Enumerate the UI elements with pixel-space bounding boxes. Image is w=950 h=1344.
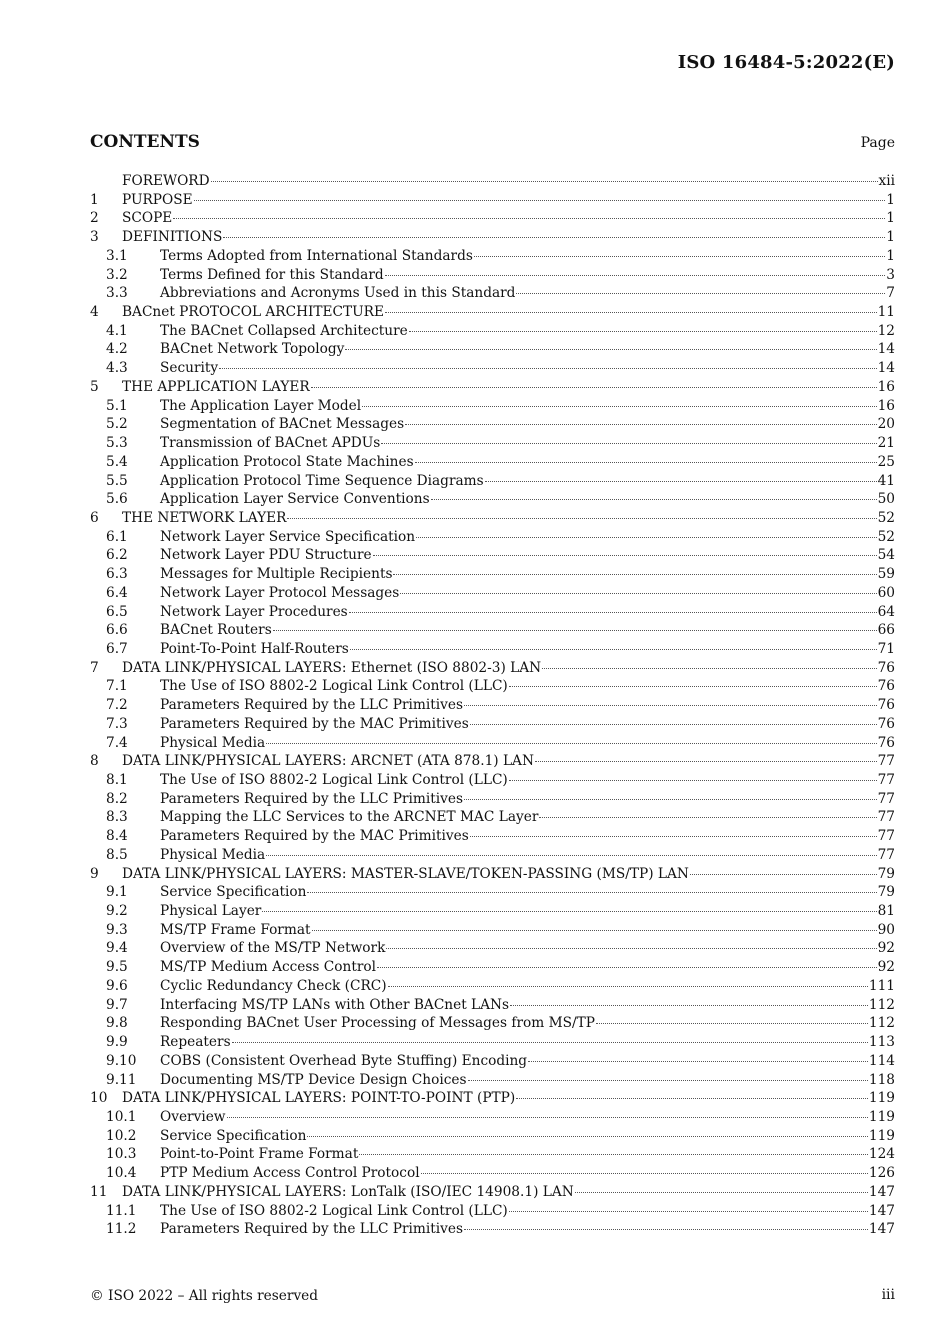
toc-dot-leader [516,292,885,294]
toc-entry[interactable] [90,621,895,640]
toc-entry[interactable] [90,397,895,416]
toc-entry[interactable] [90,1071,895,1090]
toc-entry[interactable] [90,340,895,359]
toc-entry[interactable] [90,284,895,303]
toc-entry-page: 59 [877,566,895,583]
toc-entry-title: Segmentation of BACnet Messages [160,416,405,433]
toc-entry-title: Overview of the MS/TP Network [160,940,386,957]
toc-entry[interactable] [90,359,895,378]
toc-entry-number: 6 [90,509,99,526]
toc-entry-title: Parameters Required by the MAC Primitives [160,715,469,732]
toc-dot-leader [194,199,886,201]
toc-dot-leader [307,891,876,893]
toc-entry-title: Application Protocol State Machines [160,453,414,470]
toc-entry[interactable] [90,584,895,603]
toc-entry[interactable] [90,771,895,790]
toc-entry-page: xii [878,173,895,189]
toc-entry-page: 81 [877,903,895,920]
toc-dot-leader [349,611,877,613]
toc-entry[interactable] [90,509,895,528]
toc-dot-leader [223,236,885,238]
toc-entry-title: Messages for Multiple Recipients [160,566,393,583]
toc-entry-title: DATA LINK/PHYSICAL LAYERS: POINT-TO-POINT (PTP) [122,1090,516,1107]
toc-entry-title: Application Layer Service Conventions [160,491,430,508]
toc-entry[interactable] [90,1127,895,1146]
toc-entry-title: DATA LINK/PHYSICAL LAYERS: Ethernet (ISO 8802-3) LAN [122,659,542,676]
toc-entry-title: DATA LINK/PHYSICAL LAYERS: LonTalk (ISO/IEC 14908.1) LAN [122,1183,574,1200]
toc-entry-page: 76 [877,715,895,732]
toc-dot-leader [266,854,876,856]
toc-dot-leader [509,685,877,687]
toc-entry-title: The Application Layer Model [160,397,362,414]
toc-entry[interactable] [90,865,895,884]
toc-entry-number: 2 [90,210,99,227]
toc-entry[interactable] [90,1108,895,1127]
toc-entry-page: 113 [868,1034,895,1051]
toc-entry-page: 3 [886,266,895,283]
toc-entry-number: 7.3 [106,715,128,732]
toc-entry-title: Network Layer Protocol Messages [160,584,400,601]
toc-entry[interactable] [90,453,895,472]
toc-entry-title: Network Layer Procedures [160,603,348,620]
toc-entry-page: 119 [868,1127,895,1144]
toc-entry-number: 10.2 [106,1127,137,1144]
toc-entry-page: 1 [886,210,895,227]
toc-entry-page: 41 [877,472,895,489]
footer-copyright: © ISO 2022 – All rights reserved [90,1288,319,1304]
toc-dot-leader [312,929,877,931]
toc-entry-number: 9.8 [106,1015,128,1032]
toc-entry-title: Terms Adopted from International Standards [160,247,473,264]
toc-entry[interactable] [90,603,895,622]
toc-entry-title: The Use of ISO 8802-2 Logical Link Control (LLC) [160,1202,508,1219]
toc-entry-number: 11 [90,1183,108,1200]
toc-entry-title: Physical Media [160,846,266,863]
toc-entry-page: 77 [877,809,895,826]
toc-dot-leader [431,498,877,500]
toc-entry[interactable] [90,565,895,584]
toc-entry-page: 126 [868,1165,895,1182]
toc-entry-number: 10.4 [106,1165,137,1182]
toc-entry[interactable] [90,659,895,678]
toc-dot-leader [307,1135,867,1137]
toc-entry-title: Repeaters [160,1034,231,1051]
toc-entry-page: 92 [877,959,895,976]
toc-dot-leader [464,798,877,800]
toc-entry-page: 76 [877,678,895,695]
toc-entry-page: 54 [877,547,895,564]
toc-entry-title: MS/TP Frame Format [160,921,311,938]
toc-dot-leader [173,217,885,219]
toc-entry-title: BACnet Routers [160,622,272,639]
toc-entry-title: SCOPE [122,210,173,227]
toc-dot-leader [542,667,876,669]
toc-entry-page: 76 [877,697,895,714]
toc-entry-title: Point-To-Point Half-Routers [160,640,349,657]
toc-entry-number: 7.2 [106,697,128,714]
toc-entry-number: 3.2 [106,266,128,283]
toc-dot-leader [377,966,877,968]
toc-entry-number: 5.4 [106,453,128,470]
toc-entry-page: 77 [877,846,895,863]
toc-entry[interactable] [90,172,895,191]
toc-dot-leader [470,723,877,725]
toc-entry-number: 5.6 [106,491,128,508]
toc-entry-title: Parameters Required by the LLC Primitives [160,790,464,807]
toc-entry-page: 76 [877,659,895,676]
toc-entry-title: DATA LINK/PHYSICAL LAYERS: MASTER-SLAVE/TOKEN-PASSING (MS/TP) LAN [122,865,689,882]
toc-entry-page: 64 [877,603,895,620]
toc-entry[interactable] [90,1089,895,1108]
toc-dot-leader [509,1210,868,1212]
toc-entry[interactable] [90,528,895,547]
toc-entry-page: 112 [868,996,895,1013]
toc-dot-leader [219,367,876,369]
toc-entry-title: Responding BACnet User Processing of Messages from MS/TP [160,1015,595,1032]
toc-entry-number: 5.3 [106,435,128,452]
toc-entry-page: 1 [886,229,895,246]
toc-entry-page: 20 [877,416,895,433]
toc-entry-page: 112 [868,1015,895,1032]
toc-entry-title: DATA LINK/PHYSICAL LAYERS: ARCNET (ATA 878.1) LAN [122,753,534,770]
toc-entry-title: Terms Defined for this Standard [160,266,384,283]
toc-entry-page: 90 [877,921,895,938]
toc-dot-leader [690,873,877,875]
toc-entry-title: BACnet Network Topology [160,341,345,358]
toc-entry-page: 1 [886,191,895,208]
toc-entry-title: Documenting MS/TP Device Design Choices [160,1071,467,1088]
page-column-label: Page [860,135,895,151]
toc-entry-title: MS/TP Medium Access Control [160,959,376,976]
toc-entry-page: 12 [877,322,895,339]
toc-entry[interactable] [90,303,895,322]
toc-dot-leader [388,985,868,987]
toc-entry-page: 111 [868,977,895,994]
toc-entry[interactable] [90,808,895,827]
toc-dot-leader [409,330,877,332]
toc-entry-page: 1 [886,247,895,264]
toc-entry[interactable] [90,378,895,397]
toc-dot-leader [211,180,878,182]
toc-entry-number: 9.4 [106,940,128,957]
toc-entry[interactable] [90,191,895,210]
toc-entry-page: 147 [868,1183,895,1200]
toc-entry[interactable] [90,546,895,565]
toc-entry-number: 7 [90,659,99,676]
toc-dot-leader [362,405,876,407]
toc-entry-page: 147 [868,1221,895,1238]
toc-entry-title: The Use of ISO 8802-2 Logical Link Control (LLC) [160,772,508,788]
toc-entry-number: 3.1 [106,247,128,264]
toc-entry-number: 9.2 [106,903,128,920]
toc-entry-page: 119 [868,1090,895,1107]
toc-entry-page: 14 [877,341,895,358]
toc-entry-title: Transmission of BACnet APDUs [160,435,381,452]
toc-entry-title: Parameters Required by the LLC Primitives [160,697,464,714]
toc-entry-page: 66 [877,622,895,639]
toc-entry-page: 16 [877,378,895,395]
toc-entry-number: 4.2 [106,341,128,358]
toc-entry-number: 9 [90,865,99,882]
toc-entry-number: 8.5 [106,846,128,863]
toc-dot-leader [539,816,876,818]
toc-entry-number: 10.3 [106,1146,137,1163]
toc-entry-title: Application Protocol Time Sequence Diagrams [160,472,484,489]
toc-dot-leader [359,1153,868,1155]
toc-entry-title: Parameters Required by the LLC Primitives [160,1221,464,1238]
toc-entry-number: 9.1 [106,884,128,901]
toc-entry-number: 6.3 [106,566,128,583]
toc-entry-number: 6.7 [106,640,128,657]
toc-entry-number: 9.6 [106,977,128,994]
toc-entry-number: 5.1 [106,397,128,414]
toc-dot-leader [421,1172,868,1174]
toc-entry-number: 5 [90,378,99,395]
toc-entry-page: 124 [868,1146,895,1163]
toc-entry[interactable] [90,1202,895,1221]
toc-entry-page: 77 [877,753,895,770]
toc-entry[interactable] [90,958,895,977]
toc-entry-page: 16 [877,397,895,414]
toc-entry[interactable] [90,846,895,865]
toc-entry-title: Parameters Required by the MAC Primitives [160,828,469,845]
toc-entry-page: 25 [877,453,895,470]
toc-entry[interactable] [90,939,895,958]
toc-dot-leader [381,442,876,444]
toc-entry-page: 52 [877,509,895,526]
toc-entry[interactable] [90,902,895,921]
toc-entry-title: Security [160,360,219,377]
toc-entry-number: 5.2 [106,416,128,433]
toc-dot-leader [575,1191,868,1193]
toc-entry-number: 9.5 [106,959,128,976]
toc-entry[interactable] [90,1183,895,1202]
toc-entry[interactable] [90,322,895,341]
toc-entry[interactable] [90,696,895,715]
toc-entry-number: 9.9 [106,1034,128,1051]
toc-entry[interactable] [90,827,895,846]
toc-entry-title: Service Specification [160,1127,307,1144]
toc-entry-title: Service Specification [160,884,307,901]
toc-entry-title: Physical Media [160,734,266,751]
toc-entry-number: 11.2 [106,1221,137,1238]
toc-dot-leader [227,1116,868,1118]
toc-entry[interactable] [90,490,895,509]
toc-entry-title: BACnet PROTOCOL ARCHITECTURE [122,304,384,321]
toc-entry-number: 8 [90,753,99,770]
toc-entry-page: 77 [877,772,895,788]
toc-entry-title: Point-to-Point Frame Format [160,1146,359,1163]
toc-dot-leader [470,835,877,837]
toc-dot-leader [510,1004,868,1006]
toc-entry-page: 60 [877,584,895,601]
toc-entry-number: 10 [90,1090,108,1107]
toc-entry-number: 4.3 [106,360,128,377]
toc-entry-title: The Use of ISO 8802-2 Logical Link Control (LLC) [160,678,508,695]
toc-entry[interactable] [90,247,895,266]
toc-dot-leader [464,704,877,706]
toc-entry[interactable] [90,209,895,228]
toc-entry-number: 6.5 [106,603,128,620]
toc-entry-page: 79 [877,865,895,882]
toc-entry[interactable] [90,996,895,1015]
toc-entry[interactable] [90,734,895,753]
toc-dot-leader [416,536,876,538]
toc-entry-title: DEFINITIONS [122,229,223,246]
toc-entry-title: THE NETWORK LAYER [122,509,287,526]
toc-entry-number: 9.10 [106,1052,137,1069]
toc-entry-number: 9.7 [106,996,128,1013]
toc-entry-number: 6.2 [106,547,128,564]
toc-dot-leader [485,480,877,482]
toc-dot-leader [400,592,876,594]
toc-entry-page: 79 [877,884,895,901]
toc-entry[interactable] [90,1033,895,1052]
toc-entry-number: 1 [90,191,99,208]
toc-entry[interactable] [90,1164,895,1183]
toc-entry[interactable] [90,472,895,491]
toc-entry-title: Abbreviations and Acronyms Used in this Standard [160,285,516,302]
toc-entry-page: 52 [877,528,895,545]
toc-entry-title: Physical Layer [160,903,262,920]
toc-dot-leader [373,554,877,556]
toc-entry[interactable] [90,790,895,809]
toc-entry[interactable] [90,640,895,659]
toc-entry-number: 3 [90,229,99,246]
toc-dot-leader [509,779,877,781]
toc-entry[interactable] [90,977,895,996]
toc-dot-leader [232,1041,868,1043]
toc-entry[interactable] [90,1220,895,1239]
toc-entry[interactable] [90,1014,895,1033]
toc-entry-page: 114 [868,1052,895,1069]
toc-entry-title: PURPOSE [122,191,193,208]
toc-entry-title: FOREWORD [122,173,210,189]
toc-entry-page: 7 [886,285,895,302]
toc-entry-title: Overview [160,1108,226,1125]
toc-entry[interactable] [90,228,895,247]
toc-dot-leader [393,573,876,575]
toc-entry-page: 50 [877,491,895,508]
toc-entry[interactable] [90,1145,895,1164]
toc-entry-page: 147 [868,1202,895,1219]
toc-dot-leader [273,629,877,631]
toc-entry-number: 9.3 [106,921,128,938]
toc-entry-page: 77 [877,828,895,845]
toc-entry-number: 10.1 [106,1108,137,1125]
toc-dot-leader [311,386,877,388]
toc-entry-number: 7.4 [106,734,128,751]
toc-entry-page: 76 [877,734,895,751]
toc-entry-page: 14 [877,360,895,377]
toc-dot-leader [386,947,876,949]
toc-entry-number: 7.1 [106,678,128,695]
toc-entry-title: THE APPLICATION LAYER [122,378,310,395]
toc-entry-number: 6.1 [106,528,128,545]
table-of-contents [90,172,895,1239]
toc-entry-page: 71 [877,640,895,657]
toc-dot-leader [266,742,876,744]
toc-entry-number: 6.4 [106,584,128,601]
toc-entry-title: PTP Medium Access Control Protocol [160,1165,420,1182]
toc-entry-title: Cyclic Redundancy Check (CRC) [160,977,387,994]
toc-entry-page: 118 [868,1071,895,1088]
toc-dot-leader [385,311,877,313]
toc-dot-leader [405,423,876,425]
toc-entry-number: 11.1 [106,1202,137,1219]
toc-dot-leader [528,1060,868,1062]
toc-entry-number: 3.3 [106,285,128,302]
toc-dot-leader [415,461,877,463]
toc-dot-leader [468,1079,868,1081]
toc-dot-leader [596,1022,868,1024]
toc-entry[interactable] [90,434,895,453]
toc-entry-page: 77 [877,790,895,807]
toc-entry[interactable] [90,677,895,696]
toc-entry-number: 4 [90,304,99,321]
toc-dot-leader [516,1097,868,1099]
toc-dot-leader [345,348,876,350]
toc-entry-number: 6.6 [106,622,128,639]
toc-entry-number: 5.5 [106,472,128,489]
footer-page-number: iii [881,1287,895,1303]
toc-entry[interactable] [90,415,895,434]
toc-entry-title: Interfacing MS/TP LANs with Other BACnet LANs [160,996,510,1013]
toc-entry-title: The BACnet Collapsed Architecture [160,322,408,339]
toc-entry[interactable] [90,883,895,902]
toc-dot-leader [350,648,877,650]
toc-entry[interactable] [90,921,895,940]
toc-entry-number: 8.2 [106,790,128,807]
toc-entry-title: COBS (Consistent Overhead Byte Stuffing) Encoding [160,1052,528,1069]
toc-entry-page: 11 [877,304,895,321]
contents-title: CONTENTS [90,132,200,152]
toc-entry-number: 8.3 [106,809,128,826]
toc-entry-page: 119 [868,1108,895,1125]
toc-dot-leader [262,910,876,912]
toc-entry[interactable] [90,1052,895,1071]
toc-entry-number: 8.4 [106,828,128,845]
toc-entry[interactable] [90,715,895,734]
toc-entry-number: 8.1 [106,772,128,788]
toc-entry-number: 9.11 [106,1071,137,1088]
toc-dot-leader [535,760,877,762]
toc-dot-leader [287,517,876,519]
toc-dot-leader [385,274,886,276]
toc-dot-leader [464,1228,868,1230]
toc-entry-page: 21 [877,435,895,452]
toc-entry[interactable] [90,752,895,771]
toc-entry[interactable] [90,266,895,285]
toc-entry-title: Network Layer Service Specification [160,528,416,545]
toc-entry-title: Network Layer PDU Structure [160,547,372,564]
toc-dot-leader [474,255,885,257]
toc-entry-number: 4.1 [106,322,128,339]
toc-entry-page: 92 [877,940,895,957]
toc-entry-title: Mapping the LLC Services to the ARCNET MAC Layer [160,809,539,826]
document-id: ISO 16484-5:2022(E) [677,52,895,73]
